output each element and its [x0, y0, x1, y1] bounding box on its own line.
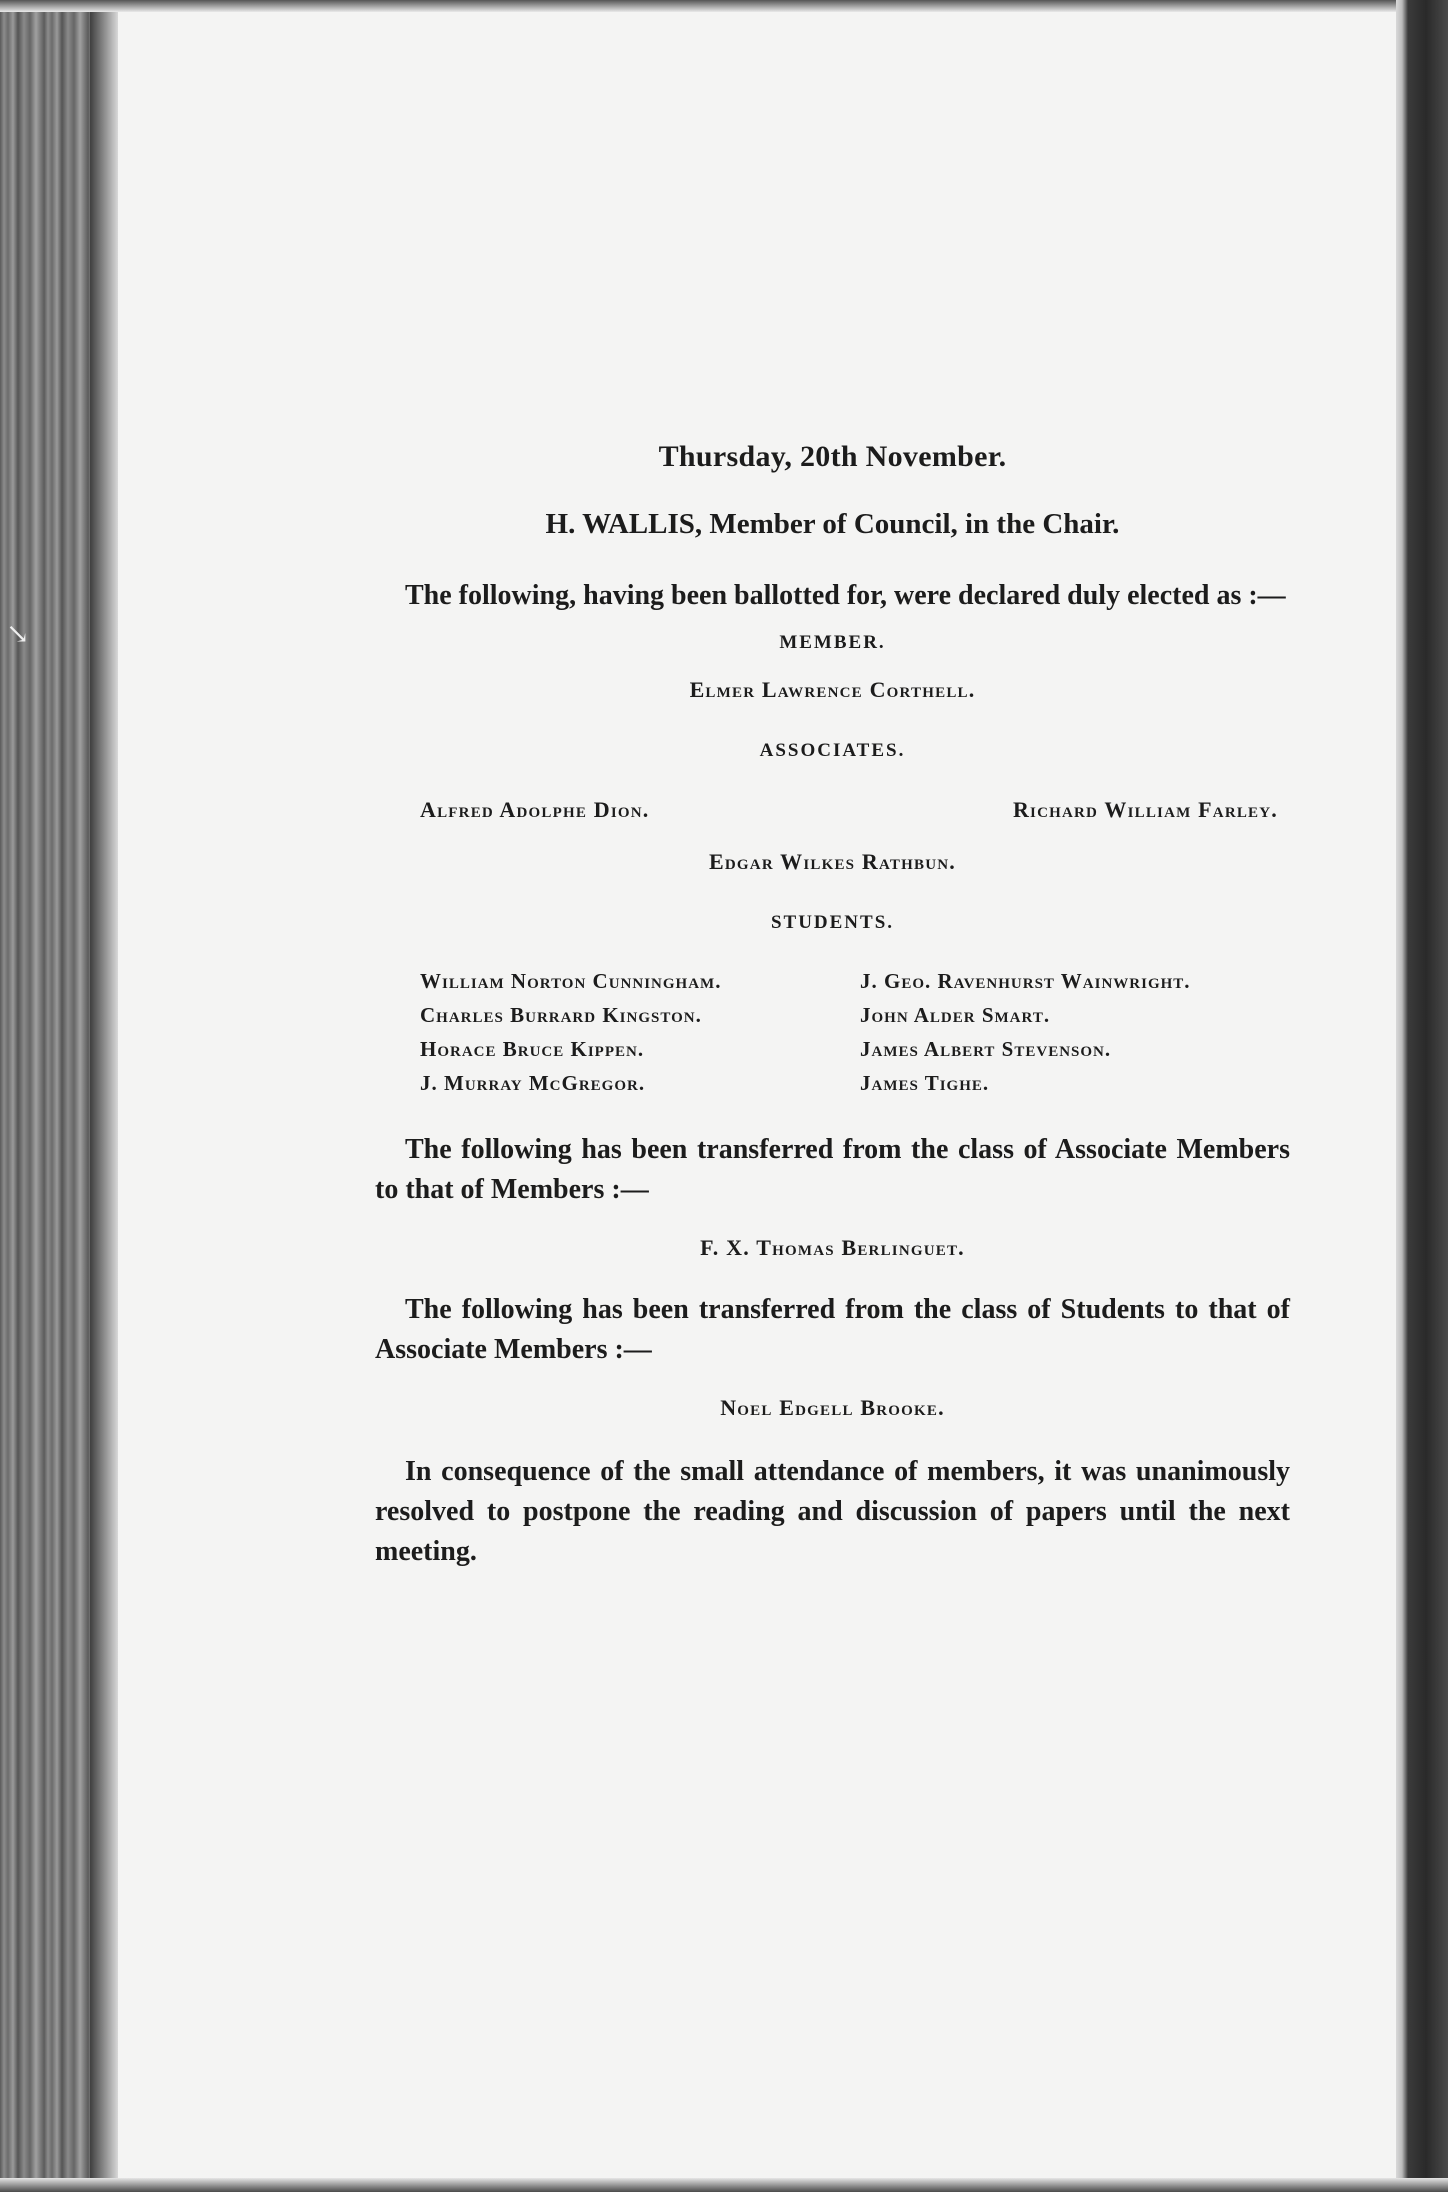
election-intro: The following, having been ballotted for, were declared duly elected as :—: [405, 580, 1286, 611]
meeting-date: Thursday, 20th November.: [658, 440, 1007, 473]
student-name: Charles Burrard Kingston.: [420, 1003, 702, 1027]
associate-name: Richard William Farley.: [1012, 797, 1278, 822]
student-name: J. Geo. Ravenhurst Wainwright.: [860, 969, 1191, 993]
associate-name: Edgar Wilkes Rathbun.: [709, 849, 956, 874]
student-name: J. Murray McGregor.: [420, 1071, 646, 1095]
associates-heading: ASSOCIATES.: [759, 740, 906, 761]
minutes-text: [375, 440, 1290, 1572]
member-heading: MEMBER.: [779, 632, 886, 653]
student-name: James Albert Stevenson.: [860, 1037, 1112, 1061]
transferred-associate-name: Noel Edgell Brooke.: [720, 1395, 945, 1420]
closing-resolution: In consequence of the small attendance of members, it was unanimously resolved to postpone the reading and discussion of papers until the next meeting.: [375, 1456, 1290, 1567]
student-name: James Tighe.: [860, 1071, 990, 1095]
associates-row: [375, 794, 1290, 826]
student-name: William Norton Cunningham.: [420, 969, 722, 993]
associate-name: Alfred Adolphe Dion.: [420, 797, 650, 822]
binding-shadow: [90, 0, 118, 2192]
students-right-column: [860, 964, 1191, 1100]
meeting-chair: H. WALLIS, Member of Council, in the Chair.: [545, 508, 1120, 540]
top-edge-shadow: [0, 0, 1448, 12]
students-left-column: [420, 964, 860, 1100]
transfer-to-members-text: The following has been transferred from the class of Associate Members to that of Members :—: [375, 1134, 1290, 1205]
margin-arrow-icon: ↘: [6, 619, 30, 650]
right-page-edge: [1396, 0, 1448, 2192]
member-name: Elmer Lawrence Corthell.: [689, 677, 976, 702]
students-list: [375, 964, 1290, 1100]
transfer-to-associates-text: The following has been transferred from the class of Students to that of Associate Members :—: [375, 1294, 1290, 1365]
bottom-edge-shadow: [0, 2178, 1448, 2192]
student-name: Horace Bruce Kippen.: [420, 1037, 645, 1061]
students-heading: STUDENTS.: [770, 912, 895, 933]
student-name: John Alder Smart.: [860, 1003, 1051, 1027]
transferred-member-name: F. X. Thomas Berlinguet.: [700, 1235, 965, 1260]
